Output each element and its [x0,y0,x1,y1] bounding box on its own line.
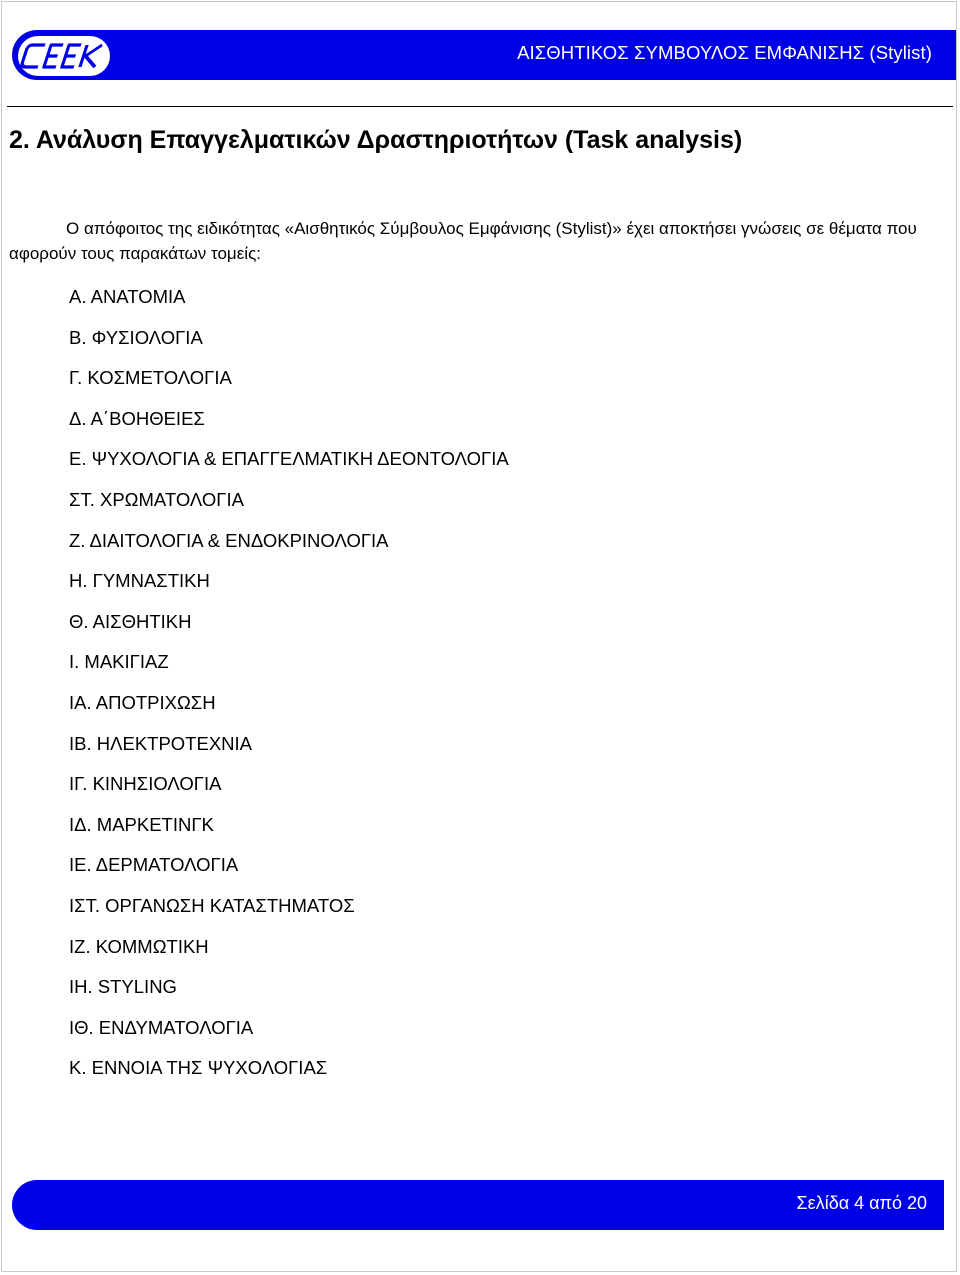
topic-item: Θ. ΑΙΣΘΗΤΙΚΗ [69,610,192,632]
topic-item: Β. ΦΥΣΙΟΛΟΓΙΑ [69,326,203,348]
header-divider [7,106,953,107]
topic-item: Ζ. ΔΙΑΙΤΟΛΟΓΙΑ & ΕΝΔΟΚΡΙΝΟΛΟΓΙΑ [69,529,389,551]
document-title: ΑΙΣΘΗΤΙΚΟΣ ΣΥΜΒΟΥΛΟΣ ΕΜΦΑΝΙΣΗΣ (Stylist) [517,42,932,63]
topic-item: ΙΒ. ΗΛΕΚΤΡΟΤΕΧΝΙΑ [69,732,253,754]
topic-item: Δ. Α΄ΒΟΗΘΕΙΕΣ [69,407,205,429]
topic-item: ΙΣΤ. ΟΡΓΑΝΩΣΗ ΚΑΤΑΣΤΗΜΑΤΟΣ [69,894,355,916]
topic-item: Η. ΓΥΜΝΑΣΤΙΚΗ [69,570,210,592]
intro-text: Ο απόφοιτος της ειδικότητας «Αισθητικός Σύμβουλος Εμφάνισης (Stylist)» έχει αποκτήσει γνώσεις σε θέματα που αφορούν τους παρακάτων τομείς: [9,219,917,263]
topic-item: ΙΖ. ΚΟΜΜΩΤΙΚΗ [69,935,209,957]
topic-item: Ι. ΜΑΚΙΓΙΑΖ [69,651,169,673]
topic-item: ΣΤ. ΧΡΩΜΑΤΟΛΟΓΙΑ [69,488,244,510]
topic-item: Α. ΑΝΑΤΟΜΙΑ [69,286,186,307]
topic-item: ΙΓ. ΚΙΝΗΣΙΟΛΟΓΙΑ [69,773,222,795]
topic-list [69,286,509,1098]
page-number: Σελίδα 4 από 20 [796,1193,927,1213]
ceek-logo [18,36,110,76]
topic-item: Γ. ΚΟΣΜΕΤΟΛΟΓΙΑ [69,367,232,389]
topic-item: ΙΑ. ΑΠΟΤΡΙΧΩΣΗ [69,691,216,713]
topic-item: ΙΗ. STYLING [69,976,177,998]
topic-item: Κ. ΕΝΝΟΙΑ ΤΗΣ ΨΥΧΟΛΟΓΙΑΣ [69,1057,328,1079]
intro-paragraph [9,216,929,266]
topic-item: ΙΔ. ΜΑΡΚΕΤΙΝΓΚ [69,813,214,835]
topic-item: ΙΘ. ΕΝΔΥΜΑΤΟΛΟΓΙΑ [69,1016,254,1038]
topic-item: ΙΕ. ΔΕΡΜΑΤΟΛΟΓΙΑ [69,854,239,876]
topic-item: Ε. ΨΥΧΟΛΟΓΙΑ & ΕΠΑΓΓΕΛΜΑΤΙΚΗ ΔΕΟΝΤΟΛΟΓΙΑ [69,448,509,470]
section-heading: 2. Ανάλυση Επαγγελματικών Δραστηριοτήτων (Task analysis) [9,126,743,154]
